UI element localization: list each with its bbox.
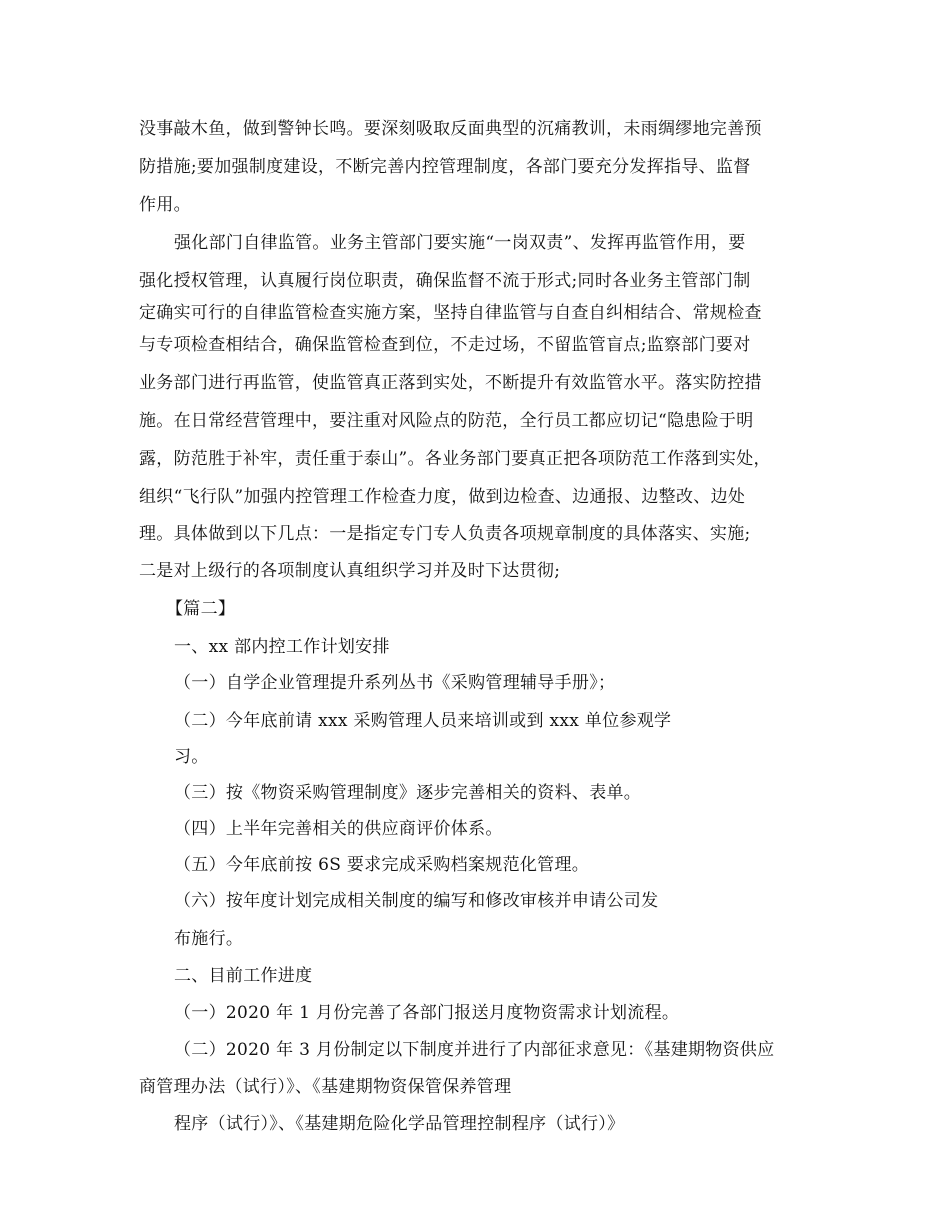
list-item: （五）今年底前按 6S 要求完成采购档案规范化管理。 <box>174 855 590 875</box>
list-item: （六）按年度计划完成相关制度的编写和修改审核并申请公司发 <box>174 891 659 911</box>
body-text-line: 理。具体做到以下几点：一是指定专门专人负责各项规章制度的具体落实、实施; <box>139 524 751 544</box>
body-text-line: 强化授权管理，认真履行岗位职责，确保监督不流于形式;同时各业务主管部门制 <box>139 271 751 291</box>
body-text-line: 露，防范胜于补牢，责任重于泰山”。各业务部门要真正把各项防范工作落到实处， <box>139 449 771 469</box>
list-item: 商管理办法（试行）》、《基建期物资保管保养管理 <box>139 1077 512 1097</box>
subsection-heading: 一、xx 部内控工作计划安排 <box>174 637 390 657</box>
body-text-line: 定确实可行的自律监管检查实施方案，坚持自律监管与自查自纠相结合、常规检查 <box>139 303 762 323</box>
body-text-line: 作用。 <box>139 195 191 215</box>
body-text-line: 与专项检查相结合，确保监管检查到位，不走过场，不留监管盲点;监察部门要对 <box>139 335 751 355</box>
body-text-line: 施。在日常经营管理中，要注重对风险点的防范，全行员工都应切记“隐患险于明 <box>139 411 754 431</box>
list-item: （一）2020 年 1 月份完善了各部门报送月度物资需求计划流程。 <box>174 1003 680 1023</box>
subsection-heading: 二、目前工作进度 <box>174 966 313 986</box>
section-heading: 【篇二】 <box>166 599 236 619</box>
list-item: （二）2020 年 3 月份制定以下制度并进行了内部征求意见：《基建期物资供应 <box>174 1040 775 1060</box>
body-text-line: 没事敲木鱼，做到警钟长鸣。要深刻吸取反面典型的沉痛教训，未雨绸缪地完善预 <box>139 119 762 139</box>
body-text-line: 强化部门自律监管。业务主管部门要实施“一岗双责”、发挥再监管作用，要 <box>174 233 746 253</box>
list-item: 布施行。 <box>174 929 244 949</box>
list-item: （四）上半年完善相关的供应商评价体系。 <box>174 819 503 839</box>
body-text-line: 防措施;要加强制度建设，不断完善内控管理制度，各部门要充分发挥指导、监督 <box>139 157 751 177</box>
list-item: （一）自学企业管理提升系列丛书《采购管理辅导手册》； <box>174 673 616 693</box>
list-item: 程序（试行）》、《基建期危险化学品管理控制程序（试行）》 <box>174 1114 625 1134</box>
list-item: （二）今年底前请 xxx 采购管理人员来培训或到 xxx 单位参观学 <box>174 711 672 731</box>
body-text-line: 业务部门进行再监管，使监管真正落到实处，不断提升有效监管水平。落实防控措 <box>139 373 762 393</box>
list-item: 习。 <box>174 747 209 767</box>
list-item: （三）按《物资采购管理制度》逐步完善相关的资料、表单。 <box>174 783 642 803</box>
body-text-line: 组织“飞行队”加强内控管理工作检查力度，做到边检查、边通报、边整改、边处 <box>139 487 746 507</box>
body-text-line: 二是对上级行的各项制度认真组织学习并及时下达贯彻; <box>139 561 561 581</box>
